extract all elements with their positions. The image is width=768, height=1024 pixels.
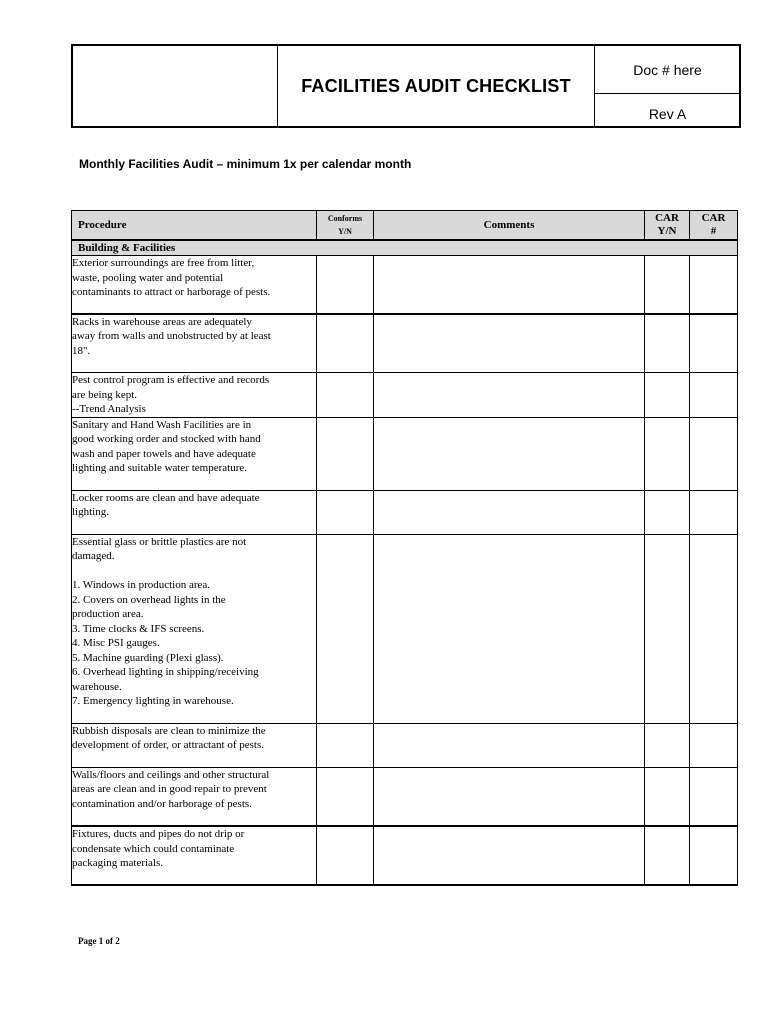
procedure-line: condensate which could contaminate [72, 842, 235, 855]
col-conforms-line1: Conforms [327, 214, 363, 223]
table-row [72, 256, 738, 314]
procedure-cell [72, 723, 317, 767]
car-number-cell[interactable] [690, 314, 738, 373]
table-row [72, 373, 738, 418]
col-car-yn-line2: Y/N [657, 225, 677, 237]
procedure-line: Rubbish disposals are clean to minimize the [72, 724, 266, 737]
table-row [72, 417, 738, 490]
procedure-line: good working order and stocked with hand [72, 433, 261, 445]
comments-cell[interactable] [374, 534, 645, 723]
procedure-cell [72, 417, 317, 490]
table-header-row [72, 211, 738, 241]
procedure-line: wash and paper towels and have adequate [72, 447, 256, 460]
procedure-line: contaminants to attract or harborage of pests. [72, 286, 271, 298]
comments-cell[interactable] [374, 417, 645, 490]
revision: Rev A [648, 106, 687, 122]
table-row [72, 723, 738, 767]
procedure-line: development of order, or attractant of pests. [72, 739, 264, 751]
conforms-cell[interactable] [317, 314, 374, 373]
col-conforms-line2: Y/N [338, 227, 352, 236]
doc-info-cell [594, 46, 740, 126]
procedure-line: contamination and/or harborage of pests. [72, 797, 252, 810]
procedure-line-blank [72, 564, 316, 579]
conforms-cell[interactable] [317, 723, 374, 767]
procedure-cell [72, 373, 317, 418]
procedure-line: Pest control program is effective and records [72, 374, 270, 386]
procedure-line: Fixtures, ducts and pipes do not drip or [72, 828, 245, 840]
conforms-cell[interactable] [317, 826, 374, 885]
procedure-line: 6. Overhead lighting in shipping/receiving [72, 666, 259, 678]
car-yn-cell[interactable] [645, 417, 690, 490]
procedure-line: 7. Emergency lighting in warehouse. [72, 695, 234, 707]
car-number-cell[interactable] [690, 417, 738, 490]
car-number-cell[interactable] [690, 256, 738, 314]
car-number-cell[interactable] [690, 490, 738, 534]
conforms-cell[interactable] [317, 534, 374, 723]
col-car-yn-line1: CAR [655, 212, 679, 224]
audit-table [71, 210, 738, 886]
col-conforms [317, 211, 374, 241]
car-yn-cell[interactable] [645, 826, 690, 885]
procedure-line: damaged. [72, 550, 115, 562]
procedure-line: 2. Covers on overhead lights in the [72, 593, 226, 606]
comments-cell[interactable] [374, 490, 645, 534]
comments-cell[interactable] [374, 826, 645, 885]
procedure-line: areas are clean and in good repair to prevent [72, 783, 267, 795]
procedure-line: lighting and suitable water temperature. [72, 462, 248, 474]
conforms-cell[interactable] [317, 256, 374, 314]
logo-cell [73, 46, 278, 126]
car-yn-cell[interactable] [645, 373, 690, 418]
procedure-line: waste, pooling water and potential [72, 271, 224, 284]
procedure-line: away from walls and unobstructed by at least [72, 330, 271, 342]
conforms-cell[interactable] [317, 490, 374, 534]
procedure-line: Sanitary and Hand Wash Facilities are in [72, 418, 252, 431]
table-row [72, 534, 738, 723]
document-title: FACILITIES AUDIT CHECKLIST [301, 75, 571, 96]
comments-cell[interactable] [374, 767, 645, 826]
procedure-line: warehouse. [72, 680, 122, 693]
procedure-line: lighting. [72, 506, 109, 518]
section-row [72, 240, 738, 256]
col-car-num [690, 211, 738, 241]
page-number: Page 1 of 2 [78, 936, 120, 946]
car-yn-cell[interactable] [645, 723, 690, 767]
section-title: Building & Facilities [72, 240, 738, 256]
car-number-cell[interactable] [690, 373, 738, 418]
conforms-cell[interactable] [317, 417, 374, 490]
document-header [71, 44, 741, 128]
car-number-cell[interactable] [690, 723, 738, 767]
car-yn-cell[interactable] [645, 534, 690, 723]
audit-subtitle: Monthly Facilities Audit – minimum 1x per calendar month [79, 157, 412, 171]
procedure-line: packaging materials. [72, 857, 164, 869]
car-yn-cell[interactable] [645, 767, 690, 826]
procedure-line: Walls/floors and ceilings and other structural [72, 768, 270, 781]
procedure-line: are being kept. [72, 388, 138, 401]
procedure-line: 1. Windows in production area. [72, 579, 211, 591]
car-number-cell[interactable] [690, 767, 738, 826]
procedure-cell [72, 826, 317, 885]
car-yn-cell[interactable] [645, 490, 690, 534]
col-comments: Comments [374, 211, 645, 241]
car-number-cell[interactable] [690, 826, 738, 885]
col-car-yn [645, 211, 690, 241]
procedure-line: production area. [72, 608, 144, 620]
table-row [72, 826, 738, 885]
procedure-line: --Trend Analysis [72, 403, 146, 415]
car-number-cell[interactable] [690, 534, 738, 723]
comments-cell[interactable] [374, 314, 645, 373]
conforms-cell[interactable] [317, 373, 374, 418]
table-row [72, 490, 738, 534]
procedure-line: Exterior surroundings are free from litter, [72, 257, 255, 269]
procedure-line: 5. Machine guarding (Plexi glass). [72, 651, 224, 664]
col-car-num-line2: # [710, 225, 717, 237]
col-procedure: Procedure [72, 211, 317, 241]
procedure-cell [72, 534, 317, 723]
table-row [72, 767, 738, 826]
comments-cell[interactable] [374, 256, 645, 314]
col-car-num-line1: CAR [701, 212, 726, 224]
table-row [72, 314, 738, 373]
procedure-line: Racks in warehouse areas are adequately [72, 315, 252, 328]
car-yn-cell[interactable] [645, 256, 690, 314]
procedure-cell [72, 314, 317, 373]
car-yn-cell[interactable] [645, 314, 690, 373]
procedure-line: 3. Time clocks & IFS screens. [72, 622, 205, 635]
procedure-cell [72, 256, 317, 314]
procedure-line: Locker rooms are clean and have adequate [72, 491, 260, 504]
procedure-cell [72, 490, 317, 534]
comments-cell[interactable] [374, 723, 645, 767]
procedure-line: 4. Misc PSI gauges. [72, 637, 160, 649]
conforms-cell[interactable] [317, 767, 374, 826]
procedure-line: Essential glass or brittle plastics are not [72, 535, 247, 548]
doc-number: Doc # here [595, 46, 740, 94]
comments-cell[interactable] [374, 373, 645, 418]
procedure-cell [72, 767, 317, 826]
procedure-line: 18". [72, 344, 91, 357]
